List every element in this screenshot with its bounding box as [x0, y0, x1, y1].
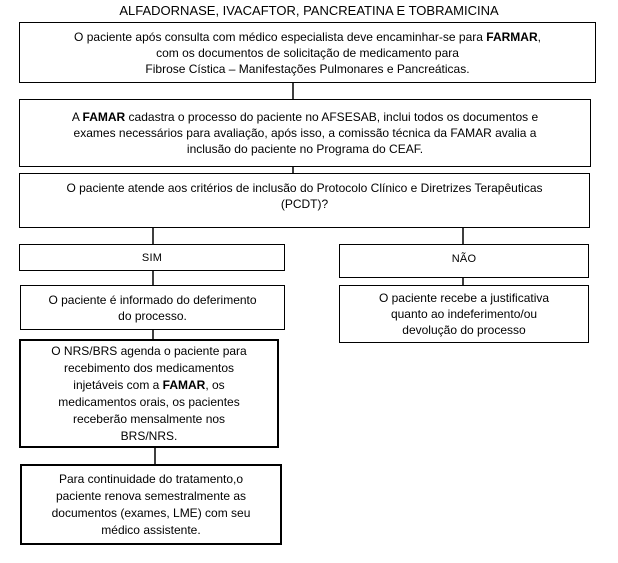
connector-nao-to-justification: [462, 278, 464, 285]
connector-question-to-nao: [462, 228, 464, 244]
box-renewal-text: Para continuidade do tratamento,o paciente renova semestralmente as documentos (exames, LME) com seu médico assistente.: [51, 471, 251, 537]
box-deferment-text: O paciente é informado do deferimento do processo.: [48, 292, 257, 323]
box-criteria-question: [19, 173, 590, 228]
box-deferment: [20, 285, 285, 330]
box-referral-text: O paciente após consulta com médico especialista deve encaminhar-se para FARMAR, com os documentos de solicitação de medicamento para Fibrose Cística – Manifestações Pulmonares e Pancreáticas.: [74, 29, 541, 76]
connector-question-to-sim: [152, 228, 154, 244]
box-registration: [19, 99, 591, 167]
connector-deferment-to-scheduling: [152, 330, 154, 339]
box-justification-text: O paciente recebe a justificativa quanto ao indeferimento/ou devolução do processo: [378, 291, 550, 337]
branch-nao-label: NÃO: [451, 253, 477, 265]
box-criteria-question-text: O paciente atende aos critérios de inclusão do Protocolo Clínico e Diretrizes Terapêuticas (PCDT)?: [66, 181, 543, 211]
connector-sim-to-deferment: [152, 271, 154, 285]
connector-referral-to-registration: [292, 83, 294, 99]
box-renewal: [20, 464, 282, 545]
box-branch-sim: [19, 244, 285, 271]
box-justification: [339, 285, 589, 343]
flowchart-title: ALFADORNASE, IVACAFTOR, PANCREATINA E TOBRAMICINA: [119, 3, 499, 18]
box-registration-text: A FAMAR cadastra o processo do paciente no AFSESAB, inclui todos os documentos e exames necessários para avaliação, após isso, a comissão técnica da FAMAR avalia a inclusão do paciente no Programa do CEAF.: [71, 110, 539, 156]
box-branch-nao: [339, 244, 589, 278]
box-referral: [19, 22, 596, 83]
branch-sim-label: SIM: [141, 251, 163, 264]
box-scheduling-text: O NRS/BRS agenda o paciente para recebimento dos medicamentos injetáveis com a FAMAR, os medicamentos orais, os pacientes receberão mensalmente nos BRS/NRS.: [51, 343, 247, 443]
connector-scheduling-to-renewal: [154, 448, 156, 464]
box-scheduling: [19, 339, 279, 448]
